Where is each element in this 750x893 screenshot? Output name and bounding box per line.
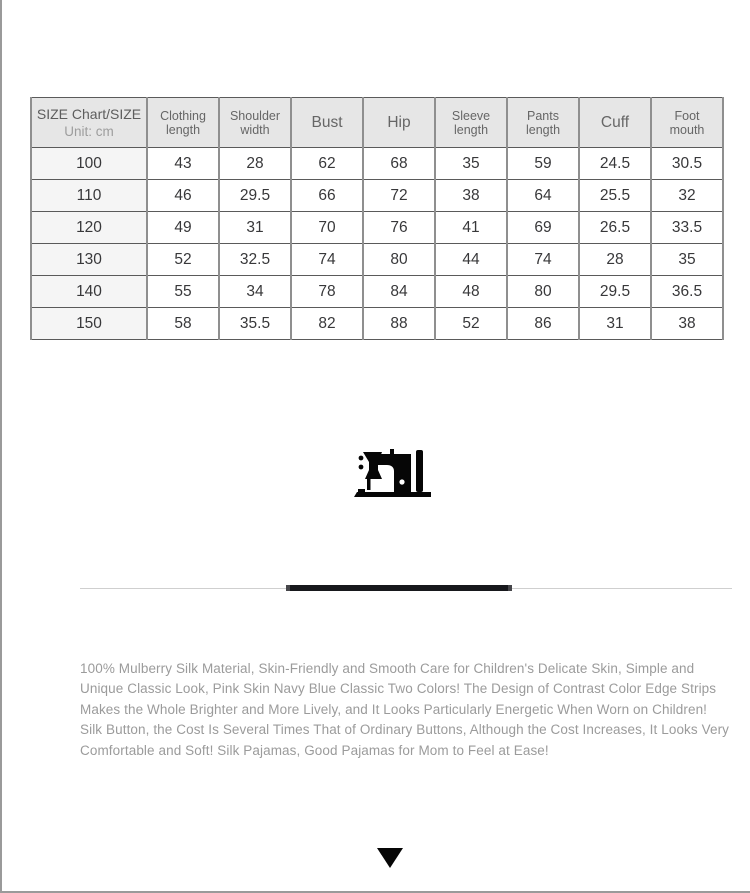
- cell-value: 31: [219, 212, 291, 244]
- divider-accent-bar: [286, 585, 512, 591]
- cell-value: 76: [363, 212, 435, 244]
- cell-value: 28: [219, 148, 291, 180]
- cell-value: 44: [435, 244, 507, 276]
- cell-value: 74: [291, 244, 363, 276]
- cell-value: 70: [291, 212, 363, 244]
- cell-value: 59: [507, 148, 579, 180]
- table-row: [31, 180, 723, 212]
- cell-value: 26.5: [579, 212, 651, 244]
- cell-value: 43: [147, 148, 219, 180]
- cell-value: 38: [435, 180, 507, 212]
- cell-value: 35.5: [219, 308, 291, 340]
- unit-label: Unit: cm: [64, 123, 114, 139]
- cell-value: 80: [363, 244, 435, 276]
- cell-value: 84: [363, 276, 435, 308]
- cell-value: 62: [291, 148, 363, 180]
- cell-value: 35: [435, 148, 507, 180]
- cell-value: 41: [435, 212, 507, 244]
- page-left-border: [0, 0, 2, 893]
- size-value: 110: [31, 180, 147, 212]
- column-header-bust: Bust: [291, 98, 363, 148]
- size-value: 130: [31, 244, 147, 276]
- cell-value: 31: [579, 308, 651, 340]
- column-header-pants-length: Pants length: [507, 98, 579, 148]
- cell-value: 35: [651, 244, 723, 276]
- cell-value: 55: [147, 276, 219, 308]
- size-value: 100: [31, 148, 147, 180]
- cell-value: 66: [291, 180, 363, 212]
- size-value: 150: [31, 308, 147, 340]
- down-triangle-icon: [377, 848, 403, 868]
- cell-value: 48: [435, 276, 507, 308]
- column-header-hip: Hip: [363, 98, 435, 148]
- size-value: 140: [31, 276, 147, 308]
- cell-value: 46: [147, 180, 219, 212]
- cell-value: 64: [507, 180, 579, 212]
- cell-value: 38: [651, 308, 723, 340]
- size-chart-corner-cell: [31, 98, 147, 148]
- column-header-sleeve-length: Sleeve length: [435, 98, 507, 148]
- column-header-foot-mouth: Foot mouth: [651, 98, 723, 148]
- cell-value: 29.5: [579, 276, 651, 308]
- cell-value: 32: [651, 180, 723, 212]
- sewing-machine-icon: [352, 446, 440, 500]
- cell-value: 52: [435, 308, 507, 340]
- cell-value: 25.5: [579, 180, 651, 212]
- cell-value: 86: [507, 308, 579, 340]
- cell-value: 74: [507, 244, 579, 276]
- cell-value: 49: [147, 212, 219, 244]
- cell-value: 30.5: [651, 148, 723, 180]
- cell-value: 52: [147, 244, 219, 276]
- cell-value: 69: [507, 212, 579, 244]
- cell-value: 29.5: [219, 180, 291, 212]
- column-header-cuff: Cuff: [579, 98, 651, 148]
- column-header-shoulder-width: Shoulder width: [219, 98, 291, 148]
- cell-value: 80: [507, 276, 579, 308]
- table-row: [31, 148, 723, 180]
- cell-value: 68: [363, 148, 435, 180]
- cell-value: 28: [579, 244, 651, 276]
- size-chart-title: SIZE Chart/SIZE: [36, 105, 142, 122]
- cell-value: 72: [363, 180, 435, 212]
- size-value: 120: [31, 212, 147, 244]
- table-row: [31, 276, 723, 308]
- cell-value: 32.5: [219, 244, 291, 276]
- cell-value: 82: [291, 308, 363, 340]
- cell-value: 58: [147, 308, 219, 340]
- table-row: [31, 244, 723, 276]
- column-header-clothing-length: Clothing length: [147, 98, 219, 148]
- table-row: [31, 308, 723, 340]
- cell-value: 36.5: [651, 276, 723, 308]
- table-header-row: [31, 98, 723, 148]
- cell-value: 78: [291, 276, 363, 308]
- cell-value: 24.5: [579, 148, 651, 180]
- product-description: 100% Mulberry Silk Material, Skin-Friendly and Smooth Care for Children's Delicate Skin, Simple and Unique Classic Look, Pink Skin Navy Blue Classic Two Colors! The Design of Contrast Color Edge Strips Makes the Whole Brighter and More Lively, and It Looks Particularly Energetic When Worn on Children! Silk Button, the Cost Is Several Times That of Ordinary Buttons, Although the Cost Increases, It Looks Very Comfortable and Soft! Silk Pajamas, Good Pajamas for Mom to Feel at Ease!: [80, 661, 730, 758]
- cell-value: 88: [363, 308, 435, 340]
- cell-value: 34: [219, 276, 291, 308]
- size-chart-table: [30, 97, 722, 340]
- cell-value: 33.5: [651, 212, 723, 244]
- table-row: [31, 212, 723, 244]
